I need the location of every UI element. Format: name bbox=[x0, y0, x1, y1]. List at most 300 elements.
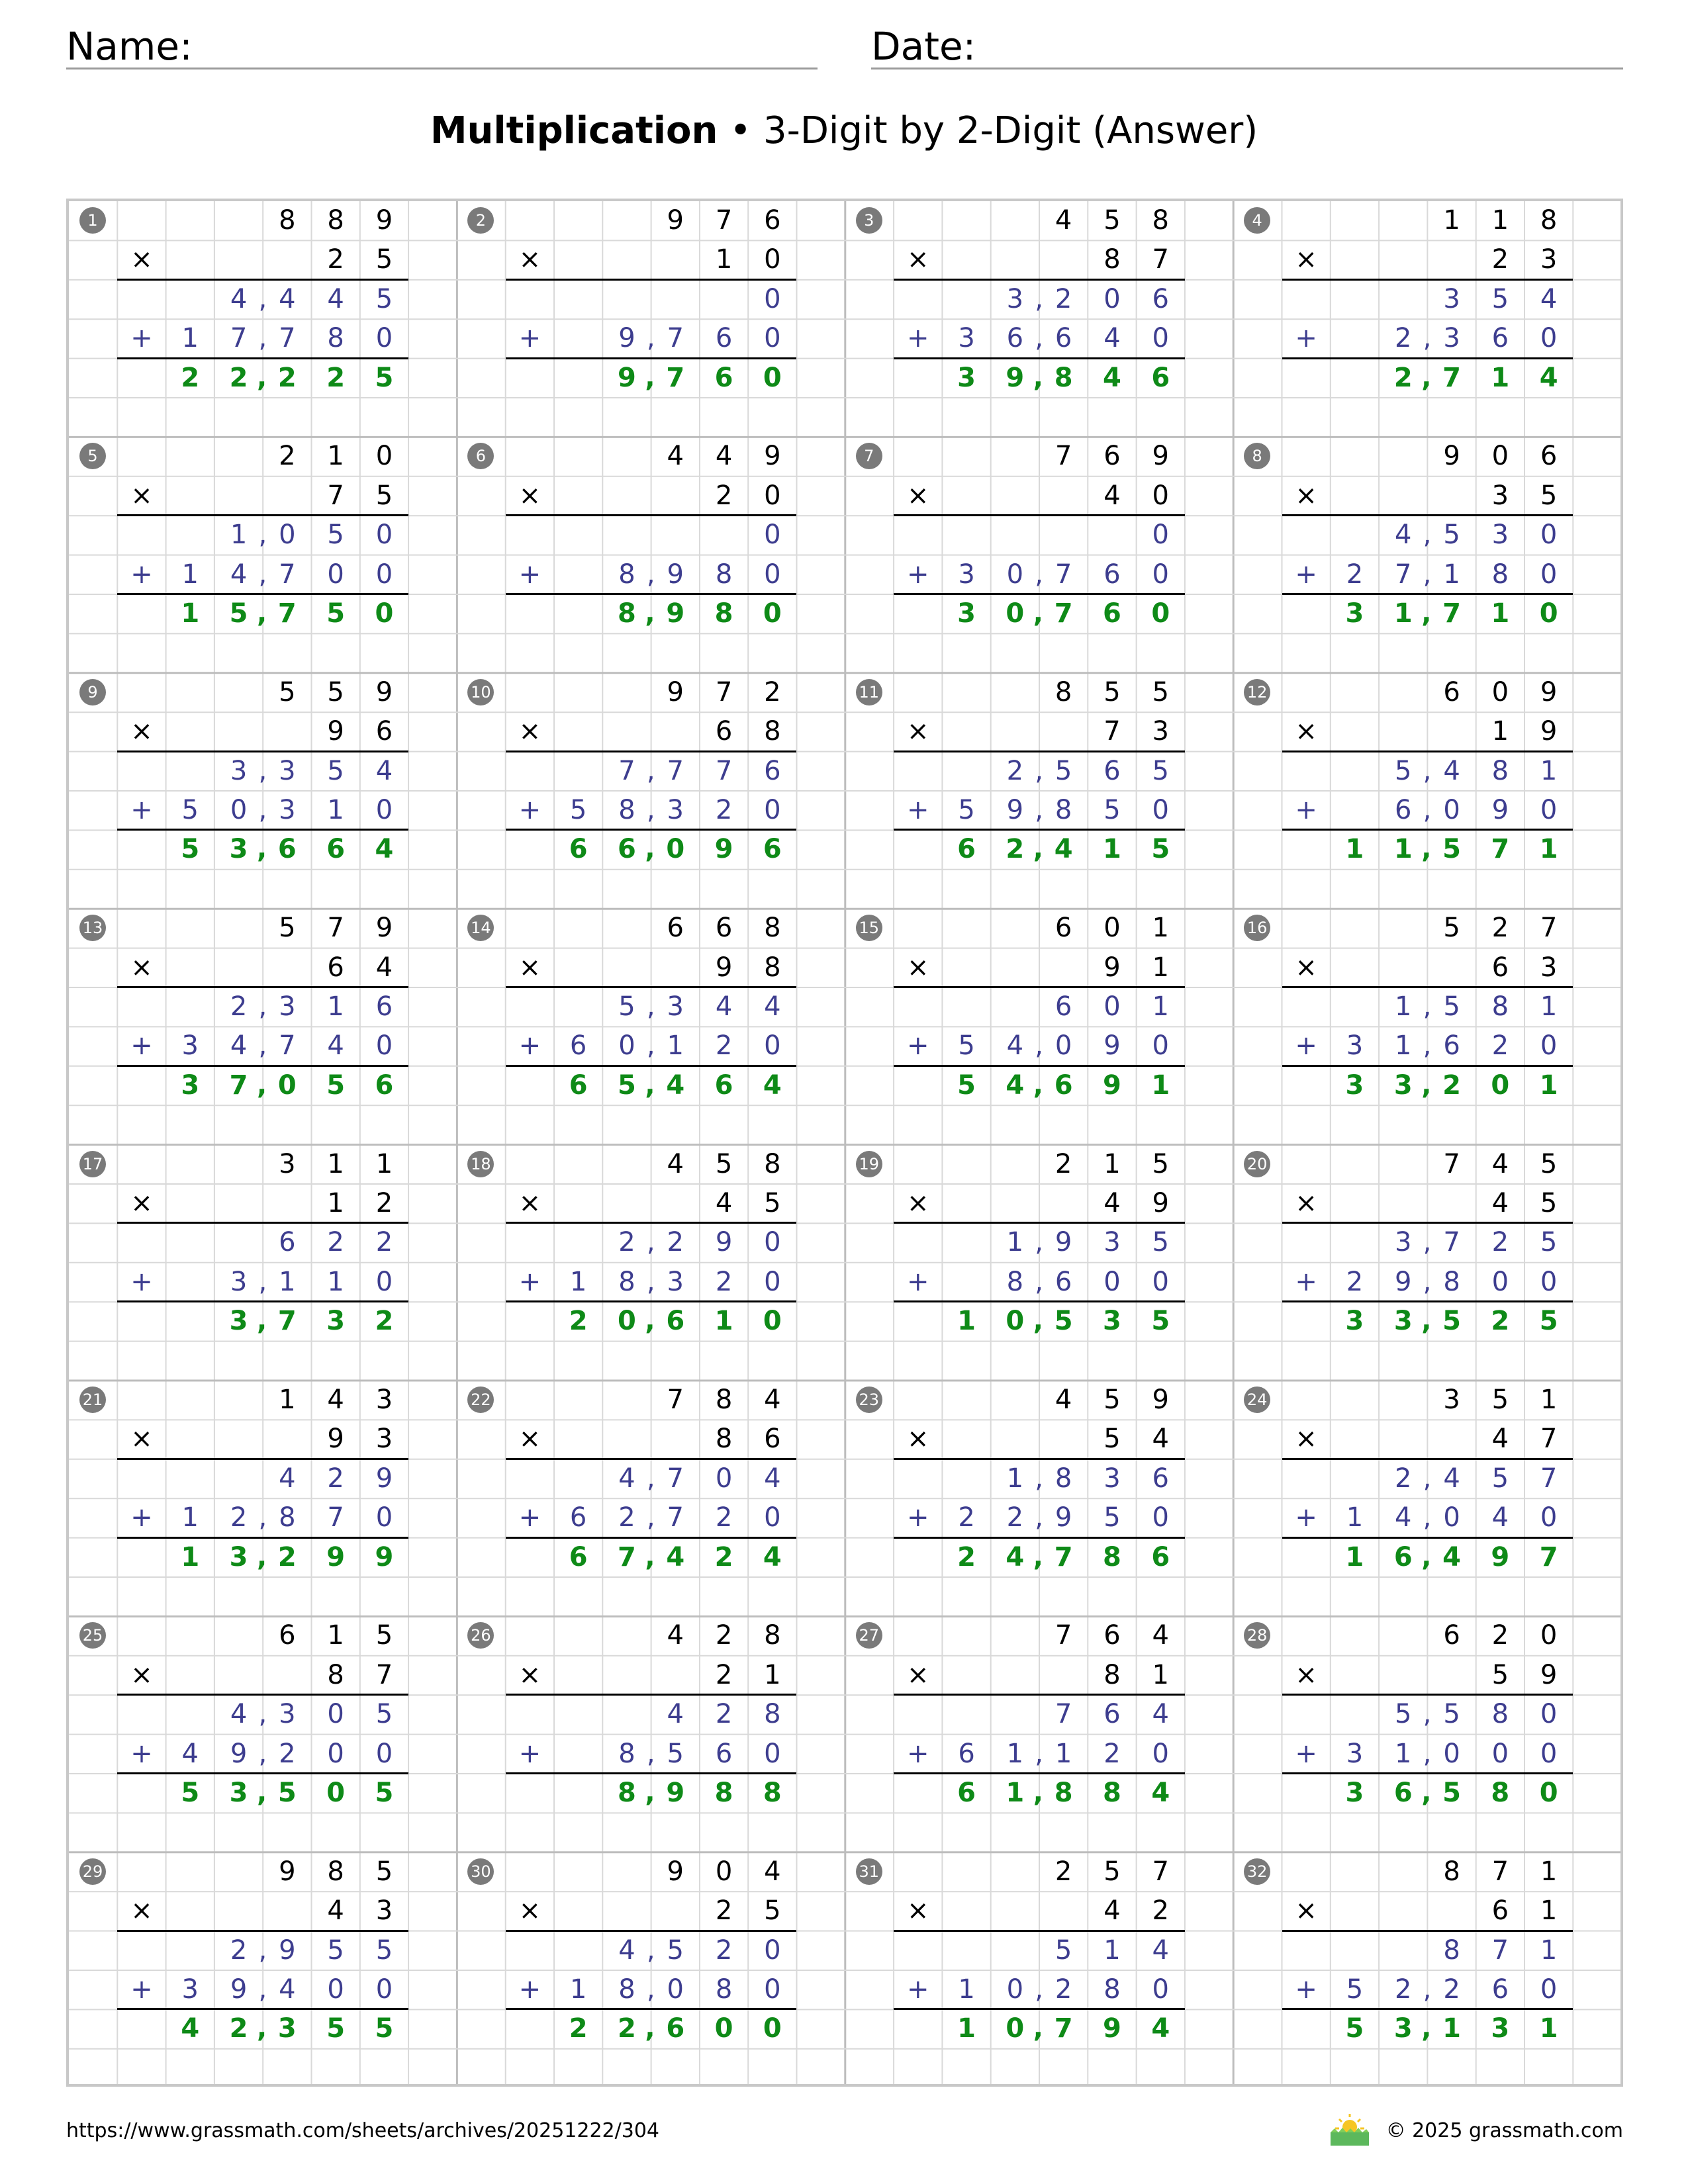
problem-number-badge: 5 bbox=[79, 443, 106, 469]
times-sign: × bbox=[130, 1895, 153, 1927]
partial-product-2-digit: 0 bbox=[1491, 1266, 1509, 1297]
partial-product-2-digit: 6 bbox=[569, 1502, 587, 1533]
multiplicand-digit: 0 bbox=[1103, 913, 1121, 944]
multiplicand-digit: 9 bbox=[764, 441, 781, 472]
times-sign: × bbox=[906, 952, 929, 983]
answer-digit: 9 bbox=[666, 598, 685, 629]
plus-sign: + bbox=[906, 1502, 929, 1533]
partial-product-1-digit: 3 bbox=[1443, 283, 1460, 314]
sum-rule bbox=[1282, 1065, 1573, 1067]
multiplicand-digit: 4 bbox=[667, 1620, 684, 1651]
answer-digit: 0 bbox=[763, 2013, 782, 2044]
partial-product-2-digit: 4 , bbox=[1395, 1502, 1432, 1533]
problem-number-badge: 26 bbox=[467, 1622, 494, 1649]
sum-rule bbox=[506, 1065, 797, 1067]
multiplicand-digit: 3 bbox=[279, 1148, 296, 1179]
answer-digit: 8 bbox=[1103, 1541, 1121, 1572]
partial-product-2-digit: 4 bbox=[279, 1974, 296, 2005]
sum-rule bbox=[117, 1537, 408, 1539]
answer-digit: 3 bbox=[1103, 1306, 1121, 1337]
name-field-line[interactable] bbox=[66, 68, 818, 69]
product-rule bbox=[1282, 279, 1573, 281]
partial-product-2-digit: 8 , bbox=[1006, 1266, 1043, 1297]
multiplicand-digit: 4 bbox=[1055, 205, 1072, 236]
sum-rule bbox=[117, 829, 408, 831]
multiplicand-digit: 5 bbox=[1443, 913, 1460, 944]
answer-digit: 2 bbox=[375, 1306, 394, 1337]
product-rule bbox=[506, 1222, 797, 1224]
multiplier-digit: 4 bbox=[327, 1895, 344, 1927]
partial-product-2-digit: 6 bbox=[1491, 323, 1509, 354]
answer-digit: 6 bbox=[569, 834, 588, 865]
problem-number-badge: 18 bbox=[467, 1151, 494, 1177]
multiplier-digit: 0 bbox=[764, 480, 781, 511]
plus-sign: + bbox=[906, 323, 929, 354]
partial-product-1-digit: 7 bbox=[1491, 1934, 1509, 1966]
multiplicand-digit: 5 bbox=[1152, 1148, 1169, 1179]
partial-product-2-digit: 0 bbox=[1152, 1738, 1169, 1769]
answer-digit: 1 bbox=[714, 1306, 733, 1337]
answer-digit: 8 bbox=[1054, 1778, 1073, 1808]
answer-digit: 5 bbox=[277, 1778, 297, 1808]
product-rule bbox=[117, 514, 408, 516]
multiplicand-digit: 9 bbox=[667, 1856, 684, 1887]
partial-product-2-digit: 7 , bbox=[230, 323, 267, 354]
partial-product-2-digit: 7 bbox=[1055, 559, 1072, 590]
multiplier-digit: 4 bbox=[1491, 1424, 1509, 1455]
problem-number-badge: 29 bbox=[79, 1858, 106, 1885]
multiplicand-digit: 2 bbox=[715, 1620, 733, 1651]
partial-product-2-digit: 1 bbox=[181, 559, 199, 590]
problem-number-badge: 11 bbox=[856, 679, 882, 705]
partial-product-1-digit: 6 bbox=[1152, 1463, 1169, 1494]
answer-digit: 0 bbox=[666, 834, 685, 865]
product-rule bbox=[894, 1458, 1185, 1460]
multiplicand-digit: 6 bbox=[1103, 1620, 1121, 1651]
answer-digit: 3 bbox=[957, 598, 976, 629]
sum-rule bbox=[117, 1772, 408, 1774]
partial-product-1-digit: 2 bbox=[1055, 283, 1072, 314]
answer-digit: 7 , bbox=[618, 1541, 655, 1572]
sum-rule bbox=[1282, 593, 1573, 595]
multiplicand-digit: 6 bbox=[667, 913, 684, 944]
partial-product-2-digit: 0 bbox=[1152, 1030, 1169, 1062]
partial-product-1-digit: 5 bbox=[1491, 1463, 1509, 1494]
footer-copyright: © 2025 grassmath.com bbox=[1385, 2119, 1623, 2142]
times-sign: × bbox=[1295, 244, 1317, 275]
partial-product-2-digit: 2 bbox=[1346, 1266, 1364, 1297]
partial-product-2-digit: 1 bbox=[1346, 1502, 1364, 1533]
partial-product-2-digit: 0 bbox=[764, 1030, 781, 1062]
product-rule bbox=[1282, 514, 1573, 516]
multiplier-digit: 3 bbox=[1152, 716, 1169, 747]
partial-product-2-digit: 1 , bbox=[1395, 1030, 1432, 1062]
times-sign: × bbox=[1295, 952, 1317, 983]
sum-rule bbox=[506, 593, 797, 595]
multiplicand-digit: 1 bbox=[1540, 1385, 1558, 1415]
partial-product-2-digit: 8 bbox=[715, 1974, 733, 2005]
answer-digit: 6 bbox=[714, 362, 733, 393]
answer-digit: 0 bbox=[763, 598, 782, 629]
partial-product-2-digit: 0 bbox=[375, 559, 393, 590]
plus-sign: + bbox=[518, 559, 541, 590]
product-rule bbox=[1282, 1930, 1573, 1932]
multiplicand-digit: 6 bbox=[1443, 1620, 1460, 1651]
answer-digit: 7 bbox=[1054, 598, 1073, 629]
partial-product-2-digit: 8 bbox=[279, 1502, 296, 1533]
problem-number-badge: 2 bbox=[467, 207, 494, 234]
multiplicand-digit: 5 bbox=[1103, 1385, 1121, 1415]
partial-product-1-digit: 8 bbox=[764, 1699, 781, 1730]
multiplier-digit: 2 bbox=[715, 480, 733, 511]
partial-product-1-digit: 6 bbox=[279, 1227, 296, 1258]
times-sign: × bbox=[1295, 1188, 1317, 1218]
multiplicand-digit: 6 bbox=[1055, 913, 1072, 944]
partial-product-1-digit: 1 bbox=[1103, 1934, 1121, 1966]
answer-digit: 5 bbox=[1539, 1306, 1558, 1337]
problem-number-badge: 17 bbox=[79, 1151, 106, 1177]
product-rule bbox=[506, 751, 797, 752]
problem-number-badge: 9 bbox=[79, 679, 106, 705]
answer-digit: 2 bbox=[1491, 1306, 1510, 1337]
plus-sign: + bbox=[130, 1266, 153, 1297]
sum-rule bbox=[1282, 1300, 1573, 1302]
plus-sign: + bbox=[906, 1030, 929, 1062]
answer-digit: 0 bbox=[1539, 1778, 1558, 1808]
multiplicand-digit: 9 bbox=[1152, 441, 1169, 472]
answer-digit: 0 bbox=[763, 362, 782, 393]
partial-product-2-digit: 5 bbox=[181, 795, 199, 825]
multiplicand-digit: 4 bbox=[327, 1385, 344, 1415]
sum-rule bbox=[1282, 829, 1573, 831]
name-label: Name: bbox=[66, 24, 193, 69]
multiplier-digit: 5 bbox=[764, 1188, 781, 1218]
partial-product-1-digit: 4 , bbox=[1395, 520, 1432, 551]
partial-product-2-digit: 0 bbox=[327, 1738, 344, 1769]
answer-digit: 6 bbox=[957, 834, 976, 865]
multiplicand-digit: 1 bbox=[1103, 1148, 1121, 1179]
partial-product-2-digit: 9 , bbox=[230, 1738, 267, 1769]
partial-product-1-digit: 1 bbox=[1152, 991, 1169, 1022]
partial-product-2-digit: 0 bbox=[375, 1266, 393, 1297]
multiplicand-digit: 4 bbox=[764, 1385, 781, 1415]
multiplier-digit: 3 bbox=[1540, 952, 1558, 983]
answer-digit: 2 bbox=[569, 2013, 588, 2044]
times-sign: × bbox=[130, 480, 153, 511]
multiplicand-digit: 4 bbox=[667, 441, 684, 472]
partial-product-2-digit: 2 bbox=[715, 1030, 733, 1062]
multiplier-digit: 8 bbox=[764, 716, 781, 747]
multiplicand-digit: 6 bbox=[279, 1620, 296, 1651]
multiplier-digit: 9 bbox=[1152, 1188, 1169, 1218]
answer-digit: 7 bbox=[277, 598, 297, 629]
partial-product-2-digit: 0 bbox=[1443, 1502, 1460, 1533]
multiplier-digit: 1 bbox=[1152, 1659, 1169, 1690]
partial-product-2-digit: 2 bbox=[715, 1502, 733, 1533]
problem-number-badge: 27 bbox=[856, 1622, 882, 1649]
partial-product-1-digit: 3 , bbox=[1006, 283, 1043, 314]
partial-product-1-digit: 4 , bbox=[618, 1934, 655, 1966]
partial-product-2-digit: 2 bbox=[715, 795, 733, 825]
partial-product-2-digit: 2 bbox=[1103, 1738, 1121, 1769]
answer-digit: 8 bbox=[1491, 1778, 1510, 1808]
partial-product-2-digit: 0 bbox=[375, 795, 393, 825]
answer-digit: 6 , bbox=[1393, 1541, 1432, 1572]
answer-digit: 1 bbox=[1491, 362, 1510, 393]
multiplicand-digit: 7 bbox=[1491, 1856, 1509, 1887]
multiplicand-digit: 8 bbox=[1152, 205, 1169, 236]
plus-sign: + bbox=[518, 1030, 541, 1062]
multiplier-digit: 3 bbox=[375, 1895, 393, 1927]
answer-digit: 5 bbox=[1151, 834, 1170, 865]
multiplicand-digit: 8 bbox=[1443, 1856, 1460, 1887]
plus-sign: + bbox=[130, 1738, 153, 1769]
product-rule bbox=[1282, 751, 1573, 752]
answer-digit: 0 , bbox=[618, 1306, 655, 1337]
partial-product-1-digit: 0 bbox=[279, 520, 296, 551]
partial-product-2-digit: 0 bbox=[764, 559, 781, 590]
times-sign: × bbox=[518, 244, 541, 275]
multiplier-digit: 6 bbox=[1491, 1895, 1509, 1927]
answer-digit: 1 , bbox=[1393, 598, 1432, 629]
problem-number-badge: 31 bbox=[856, 1858, 882, 1885]
multiplicand-digit: 7 bbox=[1540, 913, 1558, 944]
multiplier-digit: 1 bbox=[1540, 1895, 1558, 1927]
product-rule bbox=[506, 1694, 797, 1696]
answer-digit: 2 , bbox=[1006, 834, 1043, 865]
partial-product-2-digit: 5 bbox=[958, 1030, 975, 1062]
multiplier-digit: 4 bbox=[1103, 1188, 1121, 1218]
multiplicand-digit: 7 bbox=[1055, 441, 1072, 472]
product-rule bbox=[894, 1930, 1185, 1932]
answer-digit: 0 bbox=[1491, 1069, 1510, 1101]
plus-sign: + bbox=[518, 1738, 541, 1769]
partial-product-2-digit: 0 bbox=[1491, 1738, 1509, 1769]
partial-product-1-digit: 3 bbox=[279, 755, 296, 786]
answer-digit: 7 bbox=[1442, 362, 1461, 393]
answer-digit: 3 , bbox=[229, 1306, 267, 1337]
partial-product-2-digit: 9 bbox=[1103, 1030, 1121, 1062]
partial-product-1-digit: 1 bbox=[1540, 1934, 1558, 1966]
partial-product-1-digit: 4 bbox=[327, 283, 344, 314]
footer-url[interactable]: https://www.grassmath.com/sheets/archives/20251222/304 bbox=[66, 2119, 660, 2142]
partial-product-1-digit: 2 , bbox=[1395, 1463, 1432, 1494]
answer-digit: 5 bbox=[1442, 834, 1461, 865]
multiplicand-digit: 2 bbox=[1491, 1620, 1509, 1651]
multiplicand-digit: 5 bbox=[1103, 205, 1121, 236]
partial-product-1-digit: 7 bbox=[667, 755, 684, 786]
multiplicand-digit: 8 bbox=[327, 1856, 344, 1887]
partial-product-1-digit: 6 bbox=[1103, 1699, 1121, 1730]
answer-digit: 6 bbox=[277, 834, 297, 865]
answer-digit: 7 bbox=[1539, 1541, 1558, 1572]
answer-digit: 1 bbox=[1539, 2013, 1558, 2044]
answer-digit: 6 bbox=[1103, 598, 1121, 629]
answer-digit: 5 bbox=[1442, 1778, 1461, 1808]
partial-product-2-digit: 9 bbox=[667, 559, 684, 590]
multiplicand-digit: 5 bbox=[1103, 1856, 1121, 1887]
times-sign: × bbox=[1295, 716, 1317, 747]
multiplicand-digit: 9 bbox=[1152, 1385, 1169, 1415]
partial-product-1-digit: 1 , bbox=[230, 520, 267, 551]
partial-product-1-digit: 1 bbox=[1540, 755, 1558, 786]
product-rule bbox=[894, 279, 1185, 281]
multiplicand-digit: 6 bbox=[1443, 676, 1460, 707]
multiplicand-digit: 5 bbox=[279, 913, 296, 944]
partial-product-2-digit: 1 , bbox=[1395, 1738, 1432, 1769]
multiplier-digit: 1 bbox=[1491, 716, 1509, 747]
product-rule bbox=[1282, 1694, 1573, 1696]
multiplier-digit: 5 bbox=[375, 480, 393, 511]
partial-product-2-digit: 0 bbox=[764, 1502, 781, 1533]
partial-product-1-digit: 8 bbox=[1491, 1699, 1509, 1730]
answer-digit: 6 , bbox=[618, 834, 655, 865]
multiplier-digit: 4 bbox=[1103, 1895, 1121, 1927]
multiplicand-digit: 9 bbox=[375, 676, 393, 707]
sum-rule bbox=[117, 1065, 408, 1067]
times-sign: × bbox=[906, 480, 929, 511]
partial-product-1-digit: 4 , bbox=[618, 1463, 655, 1494]
answer-digit: 7 bbox=[1054, 1541, 1073, 1572]
answer-digit: 5 bbox=[1442, 1306, 1461, 1337]
answer-digit: 7 bbox=[1491, 834, 1510, 865]
plus-sign: + bbox=[130, 795, 153, 825]
times-sign: × bbox=[130, 1659, 153, 1690]
answer-digit: 4 bbox=[1442, 1541, 1461, 1572]
problem-number-badge: 22 bbox=[467, 1387, 494, 1413]
partial-product-2-digit: 7 bbox=[279, 323, 296, 354]
times-sign: × bbox=[1295, 480, 1317, 511]
sum-rule bbox=[1282, 2008, 1573, 2010]
plus-sign: + bbox=[130, 1030, 153, 1062]
partial-product-2-digit: 0 bbox=[1540, 1502, 1558, 1533]
answer-digit: 9 bbox=[666, 1778, 685, 1808]
title-subtitle: • 3-Digit by 2-Digit (Answer) bbox=[718, 109, 1258, 152]
plus-sign: + bbox=[518, 323, 541, 354]
answer-digit: 7 bbox=[666, 362, 685, 393]
multiplier-digit: 7 bbox=[375, 1659, 393, 1690]
partial-product-2-digit: 2 bbox=[1443, 1974, 1460, 2005]
times-sign: × bbox=[906, 1895, 929, 1927]
sum-rule bbox=[894, 1300, 1185, 1302]
answer-digit: 5 bbox=[375, 362, 394, 393]
answer-digit: 2 bbox=[277, 1541, 297, 1572]
partial-product-1-digit: 5 bbox=[327, 755, 344, 786]
answer-digit: 5 bbox=[326, 2013, 346, 2044]
partial-product-1-digit: 5 , bbox=[1395, 1699, 1432, 1730]
answer-digit: 5 bbox=[181, 1778, 200, 1808]
partial-product-2-digit: 2 bbox=[1055, 1974, 1072, 2005]
multiplier-digit: 6 bbox=[715, 716, 733, 747]
answer-digit: 1 , bbox=[1006, 1778, 1043, 1808]
partial-product-1-digit: 0 bbox=[764, 1227, 781, 1258]
multiplicand-digit: 7 bbox=[1055, 1620, 1072, 1651]
problem-number-badge: 32 bbox=[1244, 1858, 1270, 1885]
partial-product-2-digit: 0 bbox=[327, 559, 344, 590]
partial-product-2-digit: 2 bbox=[715, 1266, 733, 1297]
times-sign: × bbox=[518, 952, 541, 983]
partial-product-1-digit: 1 , bbox=[1395, 991, 1432, 1022]
answer-digit: 2 bbox=[277, 362, 297, 393]
multiplicand-digit: 9 bbox=[279, 1856, 296, 1887]
answer-digit: 0 bbox=[277, 1069, 297, 1101]
multiplicand-digit: 0 bbox=[1491, 441, 1509, 472]
partial-product-2-digit: 0 bbox=[1152, 1266, 1169, 1297]
multiplicand-digit: 7 bbox=[667, 1385, 684, 1415]
multiplicand-digit: 9 bbox=[667, 676, 684, 707]
multiplicand-digit: 8 bbox=[715, 1385, 733, 1415]
multiplicand-digit: 2 bbox=[1055, 1856, 1072, 1887]
partial-product-1-digit: 5 bbox=[1443, 1699, 1460, 1730]
partial-product-2-digit: 8 , bbox=[618, 1738, 655, 1769]
plus-sign: + bbox=[130, 1502, 153, 1533]
partial-product-2-digit: 0 bbox=[1540, 1030, 1558, 1062]
partial-product-2-digit: 0 bbox=[375, 323, 393, 354]
partial-product-2-digit: 3 bbox=[1346, 1738, 1364, 1769]
partial-product-2-digit: 1 bbox=[958, 1974, 975, 2005]
partial-product-2-digit: 0 bbox=[764, 1738, 781, 1769]
partial-product-1-digit: 5 bbox=[1152, 755, 1169, 786]
partial-product-1-digit: 7 bbox=[667, 1463, 684, 1494]
partial-product-2-digit: 0 bbox=[1540, 323, 1558, 354]
plus-sign: + bbox=[1295, 1030, 1317, 1062]
partial-product-1-digit: 0 bbox=[764, 1934, 781, 1966]
multiplicand-digit: 7 bbox=[1152, 1856, 1169, 1887]
product-rule bbox=[117, 279, 408, 281]
partial-product-2-digit: 7 bbox=[667, 323, 684, 354]
plus-sign: + bbox=[1295, 559, 1317, 590]
sum-rule bbox=[506, 1300, 797, 1302]
multiplier-digit: 1 bbox=[715, 244, 733, 275]
sum-rule bbox=[506, 1537, 797, 1539]
answer-digit: 5 , bbox=[618, 1069, 655, 1101]
problem-number-badge: 13 bbox=[79, 915, 106, 941]
answer-digit: 5 bbox=[1151, 1306, 1170, 1337]
partial-product-1-digit: 7 bbox=[1055, 1699, 1072, 1730]
product-rule bbox=[117, 751, 408, 752]
answer-digit: 6 bbox=[763, 834, 782, 865]
partial-product-1-digit: 7 , bbox=[618, 755, 655, 786]
partial-product-1-digit: 4 bbox=[667, 1699, 684, 1730]
plus-sign: + bbox=[1295, 1502, 1317, 1533]
product-rule bbox=[506, 279, 797, 281]
multiplicand-digit: 3 bbox=[1443, 1385, 1460, 1415]
partial-product-2-digit: 7 bbox=[279, 1030, 296, 1062]
answer-digit: 4 bbox=[666, 1541, 685, 1572]
multiplicand-digit: 7 bbox=[715, 676, 733, 707]
partial-product-2-digit: 5 bbox=[1103, 1502, 1121, 1533]
plus-sign: + bbox=[518, 1974, 541, 2005]
partial-product-2-digit: 3 bbox=[181, 1974, 199, 2005]
partial-product-2-digit: 1 bbox=[181, 323, 199, 354]
answer-digit: 1 bbox=[1345, 1541, 1364, 1572]
answer-digit: 6 bbox=[714, 1069, 733, 1101]
multiplicand-digit: 9 bbox=[1443, 441, 1460, 472]
date-field-line[interactable] bbox=[871, 68, 1623, 69]
answer-digit: 1 bbox=[1539, 1069, 1558, 1101]
multiplier-digit: 4 bbox=[1491, 1188, 1509, 1218]
problem-number-badge: 14 bbox=[467, 915, 494, 941]
partial-product-1-digit: 7 bbox=[715, 755, 733, 786]
times-sign: × bbox=[518, 1659, 541, 1690]
multiplicand-digit: 4 bbox=[667, 1148, 684, 1179]
sum-rule bbox=[506, 357, 797, 359]
partial-product-1-digit: 5 bbox=[327, 520, 344, 551]
partial-product-1-digit: 5 bbox=[1540, 1227, 1558, 1258]
product-rule bbox=[117, 986, 408, 988]
answer-digit: 3 bbox=[277, 2013, 297, 2044]
partial-product-1-digit: 3 bbox=[279, 991, 296, 1022]
